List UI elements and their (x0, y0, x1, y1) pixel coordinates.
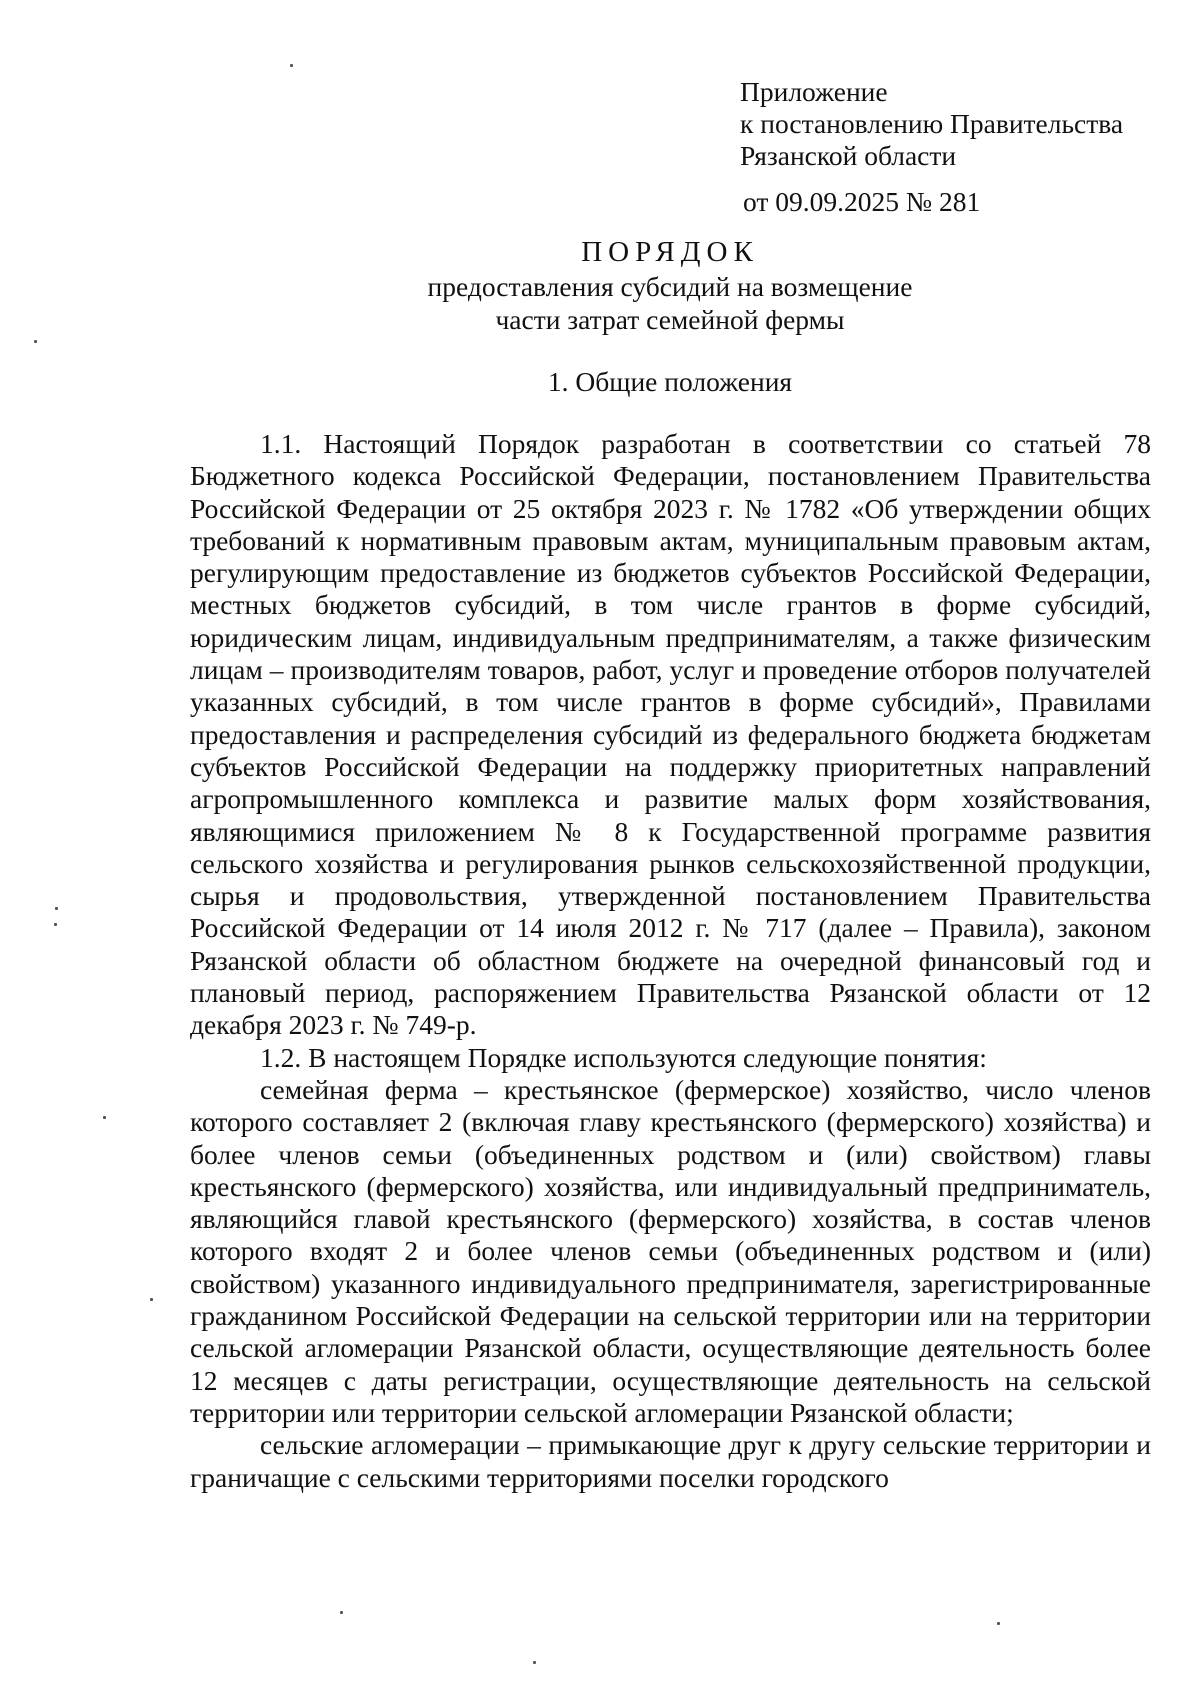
definition-family-farm: семейная ферма – крестьянское (фермерское) хозяйство, число членов которого составляет 2 (включая главу крестьянского (фермерского) хозяйства) и более членов семьи (объединенных родством и (или) свойством) главы крестьянского (фермерского) хозяйства, или индивидуальный предприниматель, являющийся главой крестьянского (фермерского) хозяйства, в состав членов которого входят 2 и более членов семьи (объединенных родством и (или) свойством) указанного индивидуального предпринимателя, зарегистрированные гражданином Российской Федерации на сельской территории или на территории сельской агломерации Рязанской области, осуществляющие деятельность более 12 месяцев с даты регистрации, осуществляющие деятельность на сельской территории или территории сельской агломерации Рязанской области; (190, 1073, 1151, 1428)
document-title: ПОРЯДОК (581, 236, 759, 268)
appendix-block (740, 76, 1160, 218)
paragraph-1-2: 1.2. В настоящем Порядке используются следующие понятия: (260, 1041, 987, 1073)
appendix-label: Приложение (740, 76, 888, 107)
document-body (190, 428, 1151, 1494)
scan-speck (533, 1661, 536, 1664)
scan-speck (34, 340, 37, 343)
paragraph-1-1: 1.1. Настоящий Порядок разработан в соответствии со статьей 78 Бюджетного кодекса Российской Федерации, постановлением Правительства Российской Федерации от 25 октября 2023 г. № 1782 «Об утверждении общих требований к нормативным правовым актам, муниципальным правовым актам, регулирующим предоставление из бюджетов субъектов Российской Федерации, местных бюджетов субсидий, в том числе грантов в форме субсидий, юридическим лицам, индивидуальным предпринимателям, а также физическим лицам – производителям товаров, работ, услуг и проведение отборов получателей указанных субсидий, в том числе грантов в форме субсидий», Правилами предоставления и распределения субсидий из федерального бюджета бюджетам субъектов Российской Федерации на поддержку приоритетных направлений агропромышленного комплекса и развитие малых форм хозяйствования, являющимися приложением № 8 к Государственной программе развития сельского хозяйства и регулирования рынков сельскохозяйственной продукции, сырья и продовольствия, утвержденной постановлением Правительства Российской Федерации от 14 июля 2012 г. № 717 (далее – Правила), законом Рязанской области об областном бюджете на очередной финансовый год и плановый период, распоряжением Правительства Рязанской области от 12 декабря 2023 г. № 749-р. (190, 428, 1151, 1041)
document-subtitle-line-1: предоставления субсидий на возмещение (427, 271, 913, 302)
document-title-block (190, 234, 1150, 336)
appendix-resolution-line: к постановлению Правительства (740, 108, 1124, 139)
scan-speck (150, 1298, 153, 1301)
section-heading: 1. Общие положения (547, 366, 793, 397)
scan-speck (55, 907, 58, 910)
document-subtitle-line-2: части затрат семейной фермы (495, 304, 845, 335)
appendix-region-line: Рязанской области (740, 140, 957, 171)
scan-speck (290, 64, 293, 67)
scan-speck (997, 1622, 1000, 1625)
scan-speck (54, 923, 57, 926)
scan-speck (340, 1611, 343, 1614)
appendix-date-number: от 09.09.2025 № 281 (743, 186, 981, 217)
definition-rural-agglomerations: сельские агломерации – примыкающие друг к другу сельские территории и граничащие с сельскими территориями поселки городского (190, 1429, 1151, 1493)
scan-speck (103, 1116, 106, 1119)
